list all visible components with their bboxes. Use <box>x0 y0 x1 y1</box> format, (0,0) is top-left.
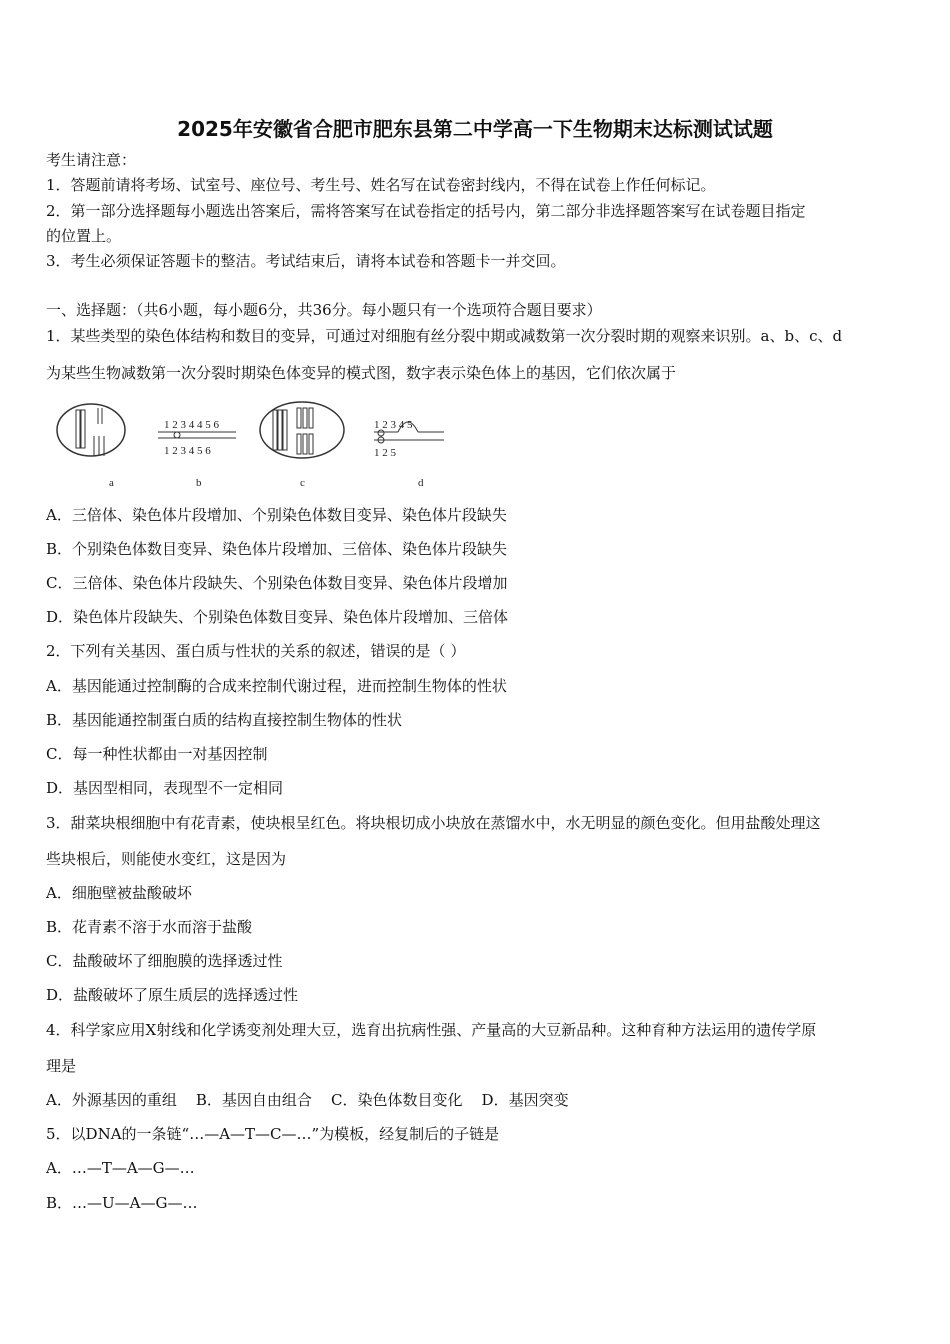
chromosome-figure <box>46 398 466 493</box>
q4-stem: 理是 <box>46 1057 77 1075</box>
q1-option: B．个别染色体数目变异、染色体片段增加、三倍体、染色体片段缺失 <box>46 540 508 558</box>
page-title: 2025年安徽省合肥市肥东县第二中学高一下生物期末达标测试试题 <box>177 117 773 141</box>
q4-options: A．外源基因的重组 B．基因自由组合 C．染色体数目变化 D．基因突变 <box>46 1091 569 1109</box>
q3-stem: 些块根后，则能使水变红，这是因为 <box>46 850 287 868</box>
q3-stem: 3．甜菜块根细胞中有花青素，使块根呈红色。将块根切成小块放在蒸馏水中，水无明显的颜色变化。但用盐酸处理这 <box>46 814 821 832</box>
notice-item: 2．第一部分选择题每小题选出答案后，需将答案写在试卷指定的括号内，第二部分非选择题答案写在试卷题目指定 <box>46 202 806 220</box>
q2-option: B．基因能通控制蛋白质的结构直接控制生物体的性状 <box>46 711 403 729</box>
q2-option: C．每一种性状都由一对基因控制 <box>46 745 268 763</box>
q5-option: B．…—U—A—G—… <box>46 1194 198 1212</box>
figure-b-bottom-label: 1 2 3 4 5 6 <box>164 445 211 457</box>
q1-option: D．染色体片段缺失、个别染色体数目变异、染色体片段增加、三倍体 <box>46 608 509 626</box>
q1-stem: 1．某些类型的染色体结构和数目的变异，可通过对细胞有丝分裂中期或减数第一次分裂时期的观察来识别。a、b、c、d <box>46 327 843 345</box>
figure-label-b: b <box>196 477 202 489</box>
figure-d-top-label: 1 2 3 4 5 <box>374 419 413 431</box>
q3-option: B．花青素不溶于水而溶于盐酸 <box>46 918 253 936</box>
q1-stem: 为某些生物减数第一次分裂时期染色体变异的模式图，数字表示染色体上的基因，它们依次属于 <box>46 364 677 382</box>
figure-d-bottom-label: 1 2 5 <box>374 447 396 459</box>
q2-option: D．基因型相同，表现型不一定相同 <box>46 779 284 797</box>
q3-option: D．盐酸破坏了原生质层的选择透过性 <box>46 986 299 1004</box>
figure-label-c: c <box>300 477 305 489</box>
notice-item: 3．考生必须保证答题卡的整洁。考试结束后，请将本试卷和答题卡一并交回。 <box>46 252 566 270</box>
q5-option: A．…—T—A—G—… <box>46 1159 195 1177</box>
q4-stem: 4．科学家应用X射线和化学诱变剂处理大豆，选育出抗病性强、产量高的大豆新品种。这种育种方法运用的遗传学原 <box>46 1021 817 1039</box>
q3-option: A．细胞壁被盐酸破坏 <box>46 884 192 902</box>
notice-item: 1．答题前请将考场、试室号、座位号、考生号、姓名写在试卷密封线内，不得在试卷上作任何标记。 <box>46 176 716 194</box>
q2-stem: 2．下列有关基因、蛋白质与性状的关系的叙述，错误的是（ ） <box>46 642 466 660</box>
q2-option: A．基因能通过控制酶的合成来控制代谢过程，进而控制生物体的性状 <box>46 677 507 695</box>
section-heading: 一、选择题：（共6小题，每小题6分，共36分。每小题只有一个选项符合题目要求） <box>46 301 602 319</box>
q1-option: C．三倍体、染色体片段缺失、个别染色体数目变异、染色体片段增加 <box>46 574 508 592</box>
q3-option: C．盐酸破坏了细胞膜的选择透过性 <box>46 952 283 970</box>
notice-heading: 考生请注意： <box>46 151 137 169</box>
q5-stem: 5．以DNA的一条链“…—A—T—C—…”为模板，经复制后的子链是 <box>46 1125 500 1143</box>
figure-b-top-label: 1 2 3 4 4 5 6 <box>164 419 219 431</box>
figure-label-a: a <box>109 477 114 489</box>
figure-label-d: d <box>418 477 424 489</box>
q1-option: A．三倍体、染色体片段增加、个别染色体数目变异、染色体片段缺失 <box>46 506 507 524</box>
notice-item: 的位置上。 <box>46 227 122 245</box>
